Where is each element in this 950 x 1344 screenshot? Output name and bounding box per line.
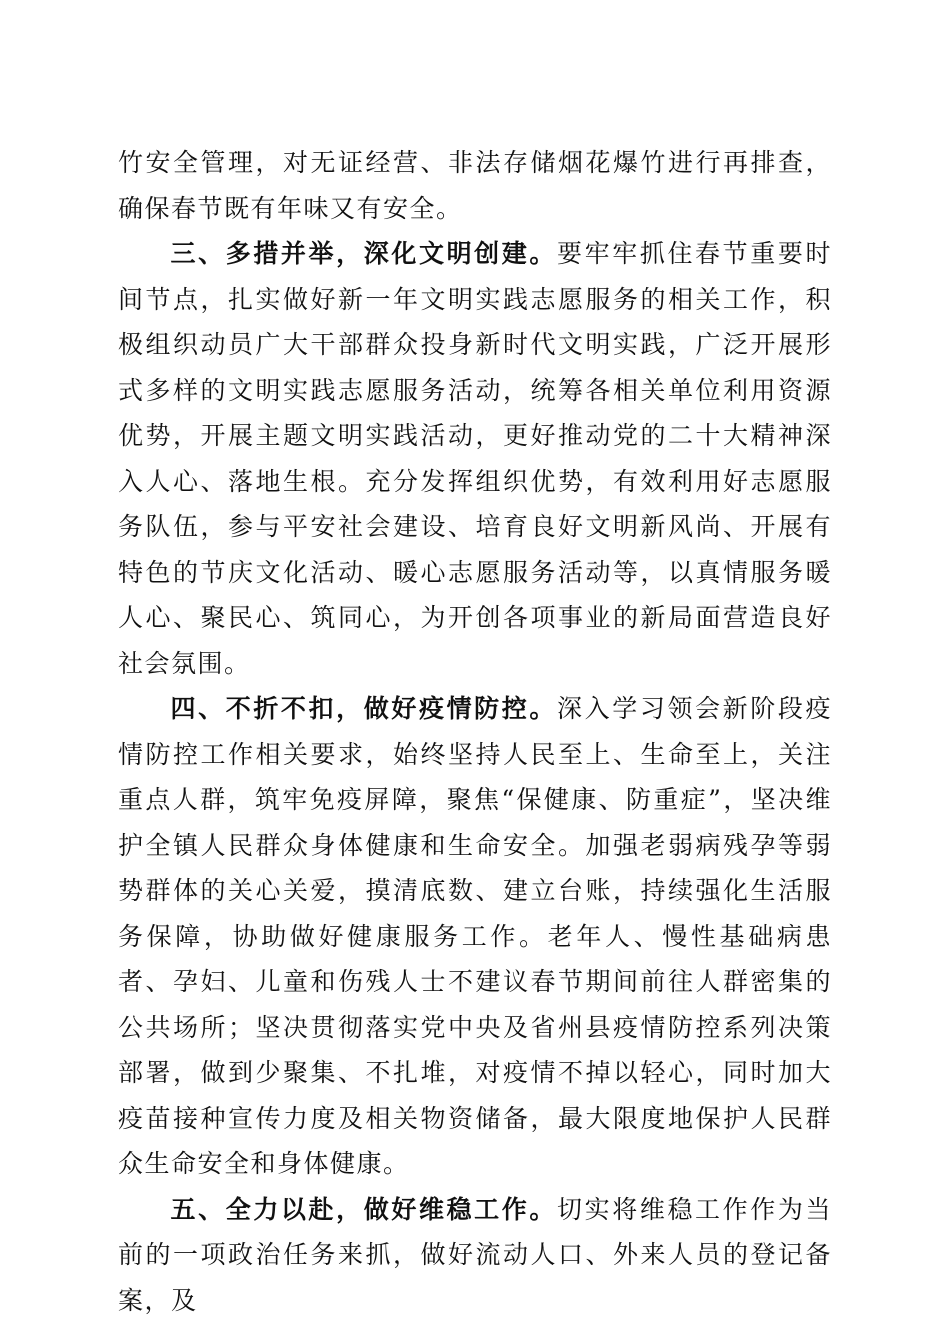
paragraph-body: 深入学习领会新阶段疫情防控工作相关要求，始终坚持人民至上、生命至上，关注重点人群，筑牢免疫屏障，聚焦“保健康、防重症”，坚决维护全镇人民群众身体健康和生命安全。加强老弱病残孕等弱势群体的关心关爱，摸清底数、建立台账，持续强化生活服务保障，协助做好健康服务工作。老年人、慢性基础病患者、孕妇、儿童和伤残人士不建议春节期间前往人群密集的公共场所；坚决贯彻落实党中央及省州县疫情防控系列决策部署，做到少聚集、不扎堆，对疫情不掉以轻心，同时加大疫苗接种宣传力度及相关物资储备，最大限度地保护人民群众生命安全和身体健康。	[118, 694, 832, 1178]
paragraph-section-4	[118, 686, 832, 1187]
paragraph-section-3	[118, 231, 832, 686]
paragraph-body: 切实将维稳工作作为当前的一项政治任务来抓，做好流动人口、外来人员的登记备案，及	[118, 1194, 832, 1315]
section-heading: 五、全力以赴，做好维稳工作。	[170, 1194, 558, 1224]
paragraph-continued	[118, 140, 832, 231]
paragraph-body: 要牢牢抓住春节重要时间节点，扎实做好新一年文明实践志愿服务的相关工作，积极组织动员广大干部群众投身新时代文明实践，广泛开展形式多样的文明实践志愿服务活动，统筹各相关单位利用资源优势，开展主题文明实践活动，更好推动党的二十大精神深入人心、落地生根。充分发挥组织优势，有效利用好志愿服务队伍，参与平安社会建设、培育良好文明新风尚、开展有特色的节庆文化活动、暖心志愿服务活动等，以真情服务暖人心、聚民心、筑同心，为开创各项事业的新局面营造良好社会氛围。	[118, 239, 832, 678]
paragraph-section-5	[118, 1187, 832, 1324]
document-page	[118, 140, 832, 1323]
paragraph-body: 竹安全管理，对无证经营、非法存储烟花爆竹进行再排查，确保春节既有年味又有安全。	[118, 148, 832, 223]
section-heading: 四、不折不扣，做好疫情防控。	[170, 694, 558, 723]
section-heading: 三、多措并举，深化文明创建。	[170, 239, 558, 268]
